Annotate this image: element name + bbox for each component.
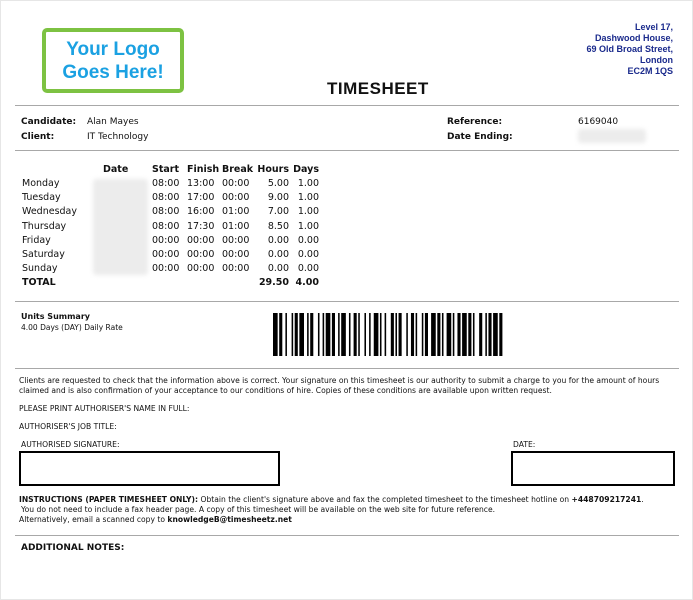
hours-header: Hours	[257, 164, 289, 175]
divider	[15, 368, 679, 369]
break-cell: 00:00	[222, 192, 250, 204]
start-column	[152, 164, 179, 277]
finish-cell: 00:00	[187, 263, 215, 275]
instructions-line-3: Alternatively, email a scanned copy to	[19, 515, 168, 524]
hours-cell: 0.00	[267, 263, 289, 275]
date-label: DATE:	[513, 440, 536, 449]
instructions-heading: INSTRUCTIONS (PAPER TIMESHEET ONLY):	[19, 495, 199, 504]
company-address	[586, 22, 673, 77]
date-header: Date	[103, 164, 129, 175]
fax-number: +448709217241	[571, 495, 642, 504]
reference-value: 6169040	[578, 117, 619, 127]
divider	[15, 535, 679, 536]
days-column	[292, 164, 319, 292]
candidate-value: Alan Mayes	[87, 117, 139, 127]
hours-cell: 0.00	[267, 248, 289, 260]
start-cell: 08:00	[152, 206, 180, 218]
authoriser-job-label: AUTHORISER'S JOB TITLE:	[19, 422, 117, 431]
divider	[15, 301, 679, 302]
signature-field[interactable]	[19, 451, 280, 486]
total-hours: 29.50	[258, 277, 289, 289]
divider	[15, 105, 679, 106]
days-cell: 1.00	[297, 192, 319, 204]
start-cell: 08:00	[152, 192, 180, 204]
hours-cell: 9.00	[267, 192, 289, 204]
total-label: TOTAL	[22, 277, 56, 289]
finish-column	[187, 164, 219, 277]
dates-redacted	[93, 179, 148, 275]
break-cell: 00:00	[222, 248, 250, 260]
finish-cell: 17:00	[187, 192, 215, 204]
start-header: Start	[152, 164, 180, 175]
start-cell: 08:00	[152, 220, 180, 232]
break-column	[222, 164, 253, 277]
barcode-icon	[273, 313, 663, 356]
total-days: 4.00	[295, 277, 319, 289]
hours-cell: 5.00	[267, 178, 289, 189]
finish-cell: 16:00	[187, 206, 215, 218]
start-cell: 00:00	[152, 263, 180, 275]
instructions-line-2: You do not need to include a fax header page. A copy of this timesheet will be available on the web site for future reference.	[21, 505, 496, 514]
break-cell: 00:00	[222, 178, 250, 189]
days-cell: 1.00	[297, 206, 319, 218]
table-row: Friday	[22, 234, 51, 246]
instructions-text-end: .	[641, 495, 644, 504]
finish-cell: 00:00	[187, 248, 215, 260]
day-column	[22, 164, 77, 292]
candidate-label: Candidate:	[21, 117, 77, 127]
address-line: EC2M 1QS	[627, 66, 673, 76]
days-cell: 1.00	[297, 220, 319, 232]
break-header: Break	[222, 164, 254, 175]
additional-notes-label: ADDITIONAL NOTES:	[21, 543, 125, 553]
address-line: Level 17,	[634, 22, 673, 32]
days-cell: 1.00	[297, 178, 319, 189]
hours-column	[256, 164, 289, 292]
table-row: Saturday	[22, 248, 65, 260]
days-cell: 0.00	[297, 234, 319, 246]
start-cell: 00:00	[152, 234, 180, 246]
signature-label: AUTHORISED SIGNATURE:	[21, 440, 120, 449]
table-row: Tuesday	[22, 192, 61, 204]
hours-cell: 0.00	[267, 234, 289, 246]
break-cell: 01:00	[222, 220, 250, 232]
address-line: Dashwood House,	[594, 33, 673, 43]
logo-placeholder	[42, 28, 184, 93]
instructions	[19, 495, 683, 525]
authoriser-name-label: PLEASE PRINT AUTHORISER'S NAME IN FULL:	[19, 404, 190, 413]
confirmation-text: Clients are requested to check that the information above is correct. Your signature on this timesheet is our authority to submit a charge to you for the amount of hours claimed and is also confirmation of your acceptance to our conditions of hire. Copies of these conditions are available upon written request.	[19, 376, 660, 395]
finish-header: Finish	[187, 164, 220, 175]
start-cell: 00:00	[152, 248, 180, 260]
hours-cell: 8.50	[267, 220, 289, 232]
client-value: IT Technology	[87, 132, 149, 142]
days-cell: 0.00	[297, 263, 319, 275]
address-line: 69 Old Broad Street,	[586, 44, 673, 54]
days-header: Days	[293, 164, 319, 175]
logo-line-1: Your Logo	[66, 38, 160, 60]
finish-cell: 13:00	[187, 178, 215, 189]
break-cell: 01:00	[222, 206, 250, 218]
instructions-text: Obtain the client's signature above and fax the completed timesheet to the timesheet hotline on	[198, 495, 572, 504]
table-row: Wednesday	[22, 206, 78, 218]
table-row: Thursday	[22, 220, 67, 232]
hours-cell: 7.00	[267, 206, 289, 218]
date-ending-label: Date Ending:	[447, 132, 513, 142]
break-cell: 00:00	[222, 263, 250, 275]
page-title: TIMESHEET	[327, 79, 429, 98]
units-summary-title: Units Summary	[21, 312, 90, 321]
email-address: knowledgeB@timesheetz.net	[167, 515, 292, 524]
finish-cell: 17:30	[187, 220, 215, 232]
date-ending-redacted	[578, 129, 646, 143]
start-cell: 08:00	[152, 178, 180, 189]
logo-line-2: Goes Here!	[62, 61, 164, 83]
client-label: Client:	[21, 132, 55, 142]
break-cell: 00:00	[222, 234, 250, 246]
date-field[interactable]	[511, 451, 675, 486]
table-row: Monday	[22, 178, 60, 189]
address-line: London	[640, 55, 673, 65]
reference-label: Reference:	[447, 117, 503, 127]
days-cell: 0.00	[297, 248, 319, 260]
units-summary-line: 4.00 Days (DAY) Daily Rate	[21, 323, 123, 332]
divider	[15, 150, 679, 151]
table-row: Sunday	[22, 263, 58, 275]
finish-cell: 00:00	[187, 234, 215, 246]
